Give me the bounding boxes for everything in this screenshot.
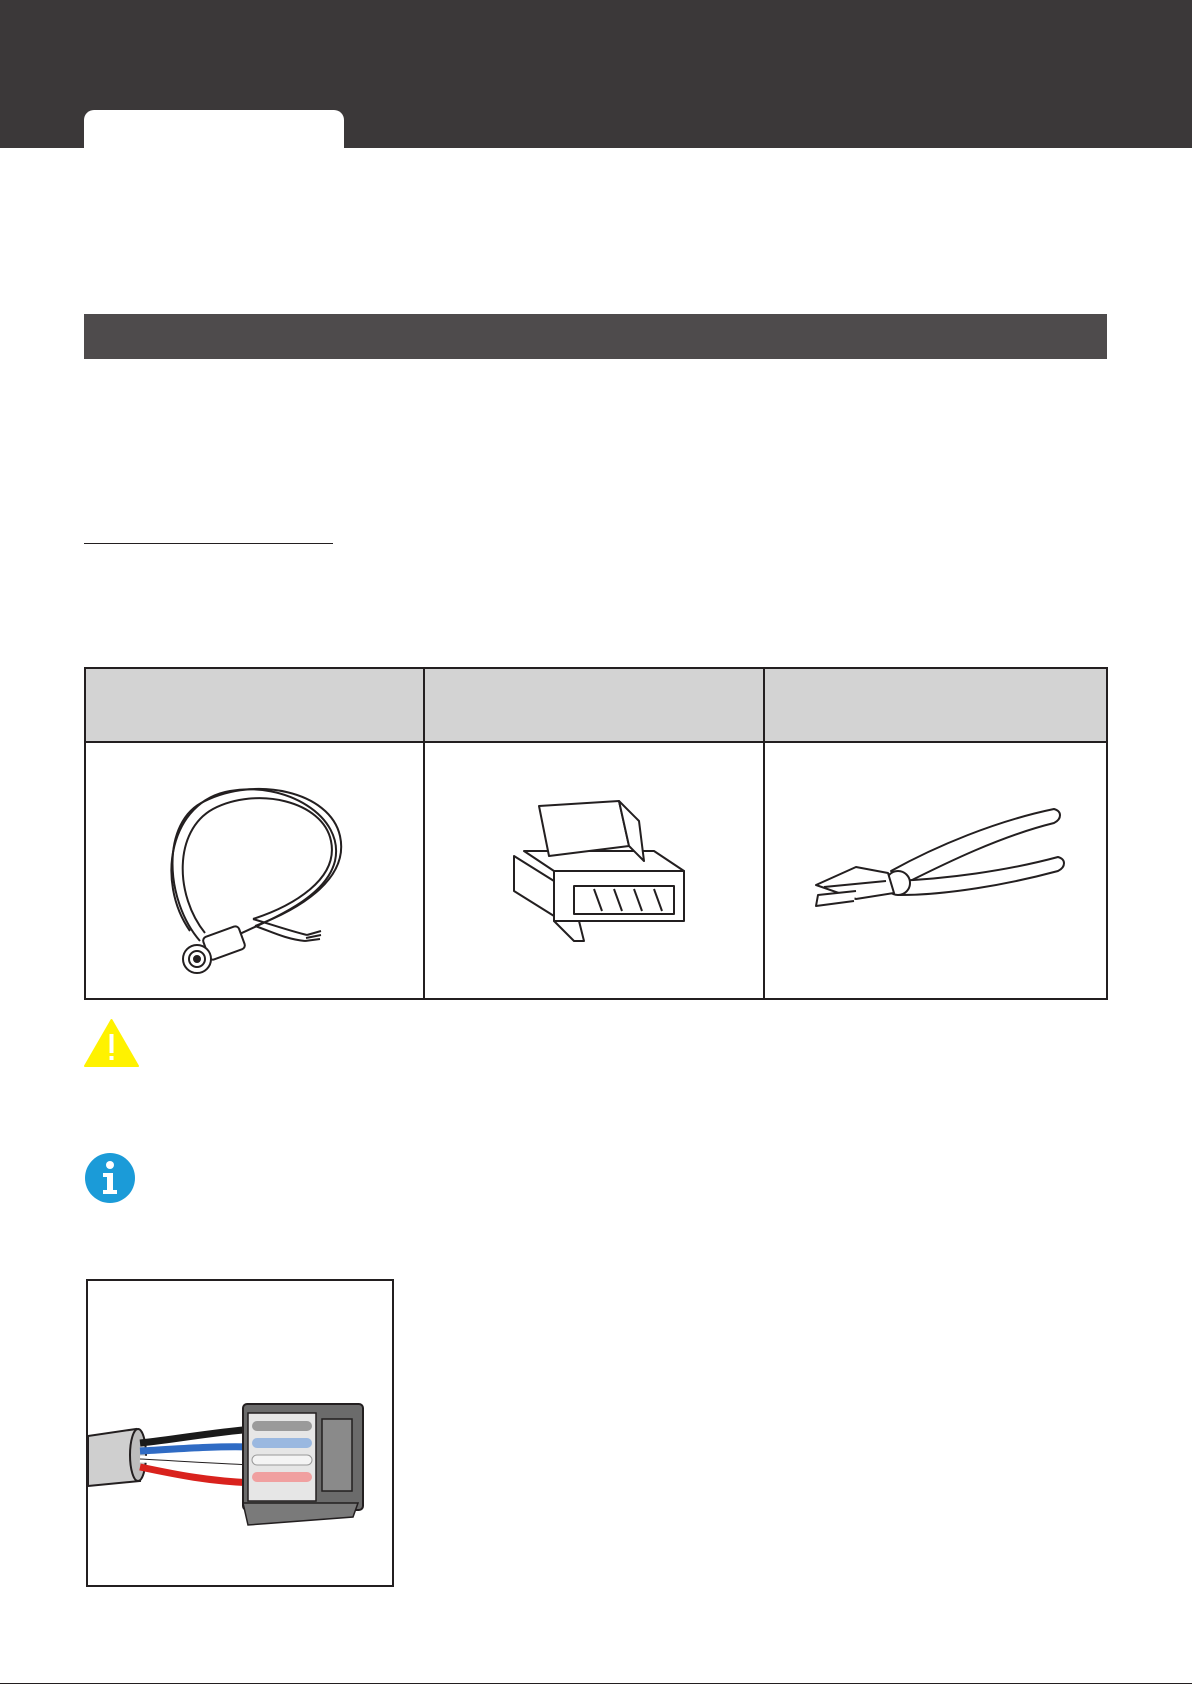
section-title-bar: [84, 314, 1107, 359]
table-cell-pliers: [765, 743, 1106, 998]
table-header-cell-2: [425, 669, 765, 743]
footer-rule: [0, 1683, 1192, 1684]
info-circle-icon: [84, 1152, 136, 1204]
table-cell-cable: [86, 743, 425, 998]
table-cell-connector: [425, 743, 765, 998]
table-header-cell-3: [765, 669, 1106, 743]
warning-triangle-icon: [83, 1018, 140, 1068]
wiring-illustration: [88, 1281, 392, 1585]
table-header-cell-1: [86, 669, 425, 743]
connector-illustration: [494, 791, 694, 951]
pliers-illustration: [796, 801, 1076, 941]
header-tab: [84, 110, 344, 150]
wiring-photo: [86, 1279, 394, 1587]
cable-illustration: [145, 761, 365, 981]
subheading-underline: [84, 543, 333, 544]
parts-table: [84, 667, 1108, 1000]
